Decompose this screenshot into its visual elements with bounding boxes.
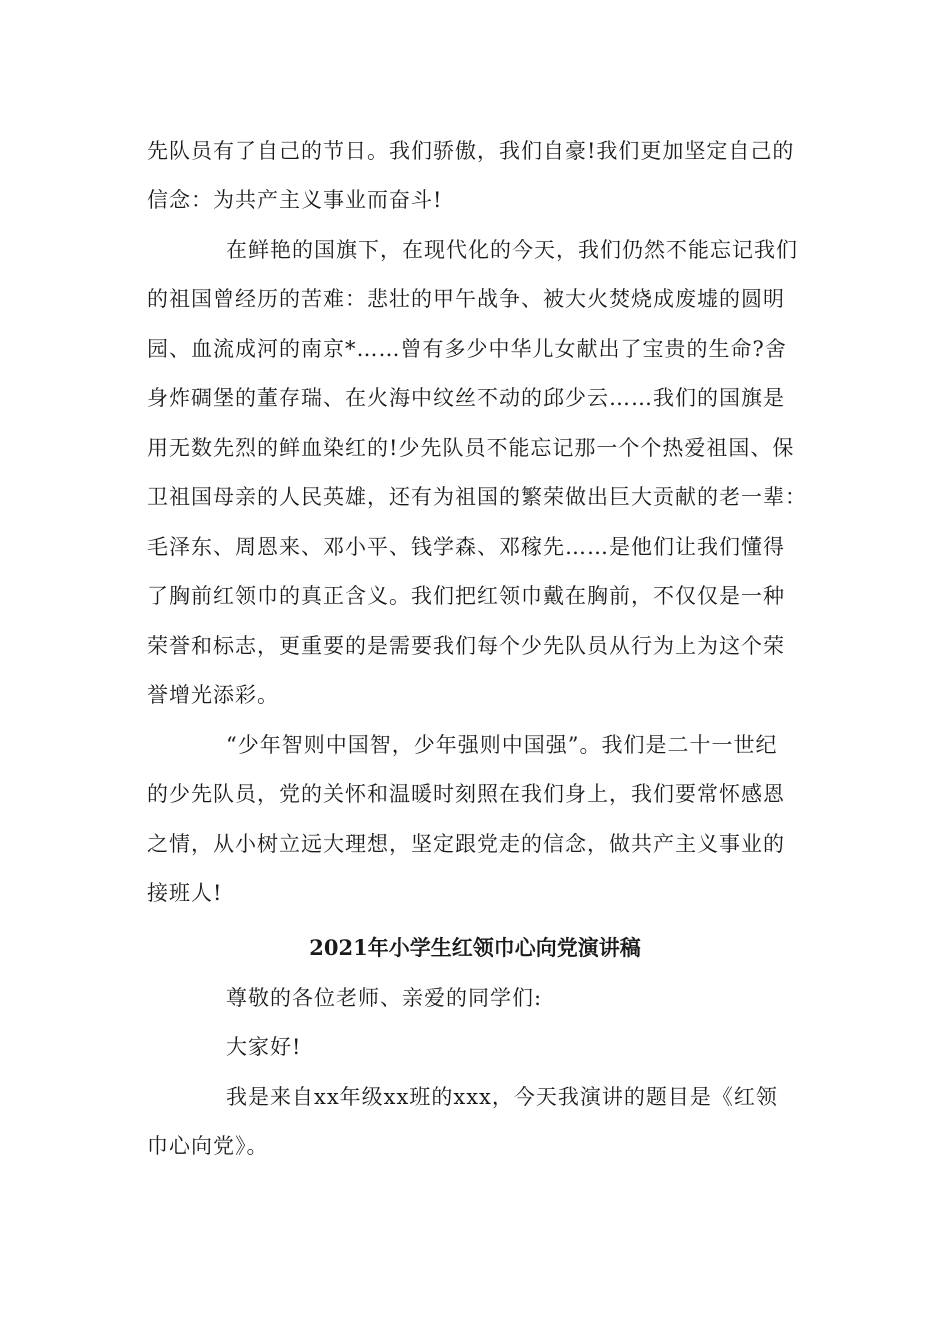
text-line: 誉增光添彩。 <box>147 683 279 707</box>
text-line: 园、血流成河的南京*……曾有多少中华儿女献出了宝贵的生命?舍 <box>147 337 787 361</box>
text-line: 卫祖国母亲的人民英雄，还有为祖国的繁荣做出巨大贡献的老一辈： <box>147 485 807 509</box>
text-line: 尊敬的各位老师、亲爱的同学们: <box>226 986 543 1010</box>
text-line: 大家好! <box>226 1035 302 1059</box>
text-line: 接班人! <box>147 881 223 905</box>
text-line: 用无数先烈的鲜血染红的!少先队员不能忘记那一个个热爱祖国、保 <box>147 436 795 460</box>
text-line: 的少先队员，党的关怀和温暖时刻照在我们身上，我们要常怀感恩 <box>147 782 785 806</box>
text-line: 毛泽东、周恩来、邓小平、钱学森、邓稼先……是他们让我们懂得 <box>147 535 785 559</box>
text-line: 了胸前红领巾的真正含义。我们把红领巾戴在胸前，不仅仅是一种 <box>147 584 785 608</box>
text-line: 的祖国曾经历的苦难：悲壮的甲午战争、被大火焚烧成废墟的圆明 <box>147 287 785 311</box>
text-line: 巾心向党》。 <box>147 1134 269 1158</box>
text-line: 荣誉和标志，更重要的是需要我们每个少先队员从行为上为这个荣 <box>147 634 785 658</box>
text-line: 之情，从小树立远大理想，坚定跟党走的信念，做共产主义事业的 <box>147 832 785 856</box>
text-line: 身炸碉堡的董存瑞、在火海中纹丝不动的邱少云……我们的国旗是 <box>147 386 785 410</box>
text-line: 信念：为共产主义事业而奋斗! <box>147 188 443 212</box>
text-line: 先队员有了自己的节日。我们骄傲，我们自豪!我们更加坚定自己的 <box>147 139 795 163</box>
text-line: 在鲜艳的国旗下，在现代化的今天，我们仍然不能忘记我们 <box>226 238 798 262</box>
text-line: 我是来自xx年级xx班的xxx，今天我演讲的题目是《红领 <box>226 1085 778 1109</box>
section-title: 2021年小学生红领巾心向党演讲稿 <box>309 935 641 960</box>
text-line: “少年智则中国智，少年强则中国强”。我们是二十一世纪 <box>226 733 778 757</box>
